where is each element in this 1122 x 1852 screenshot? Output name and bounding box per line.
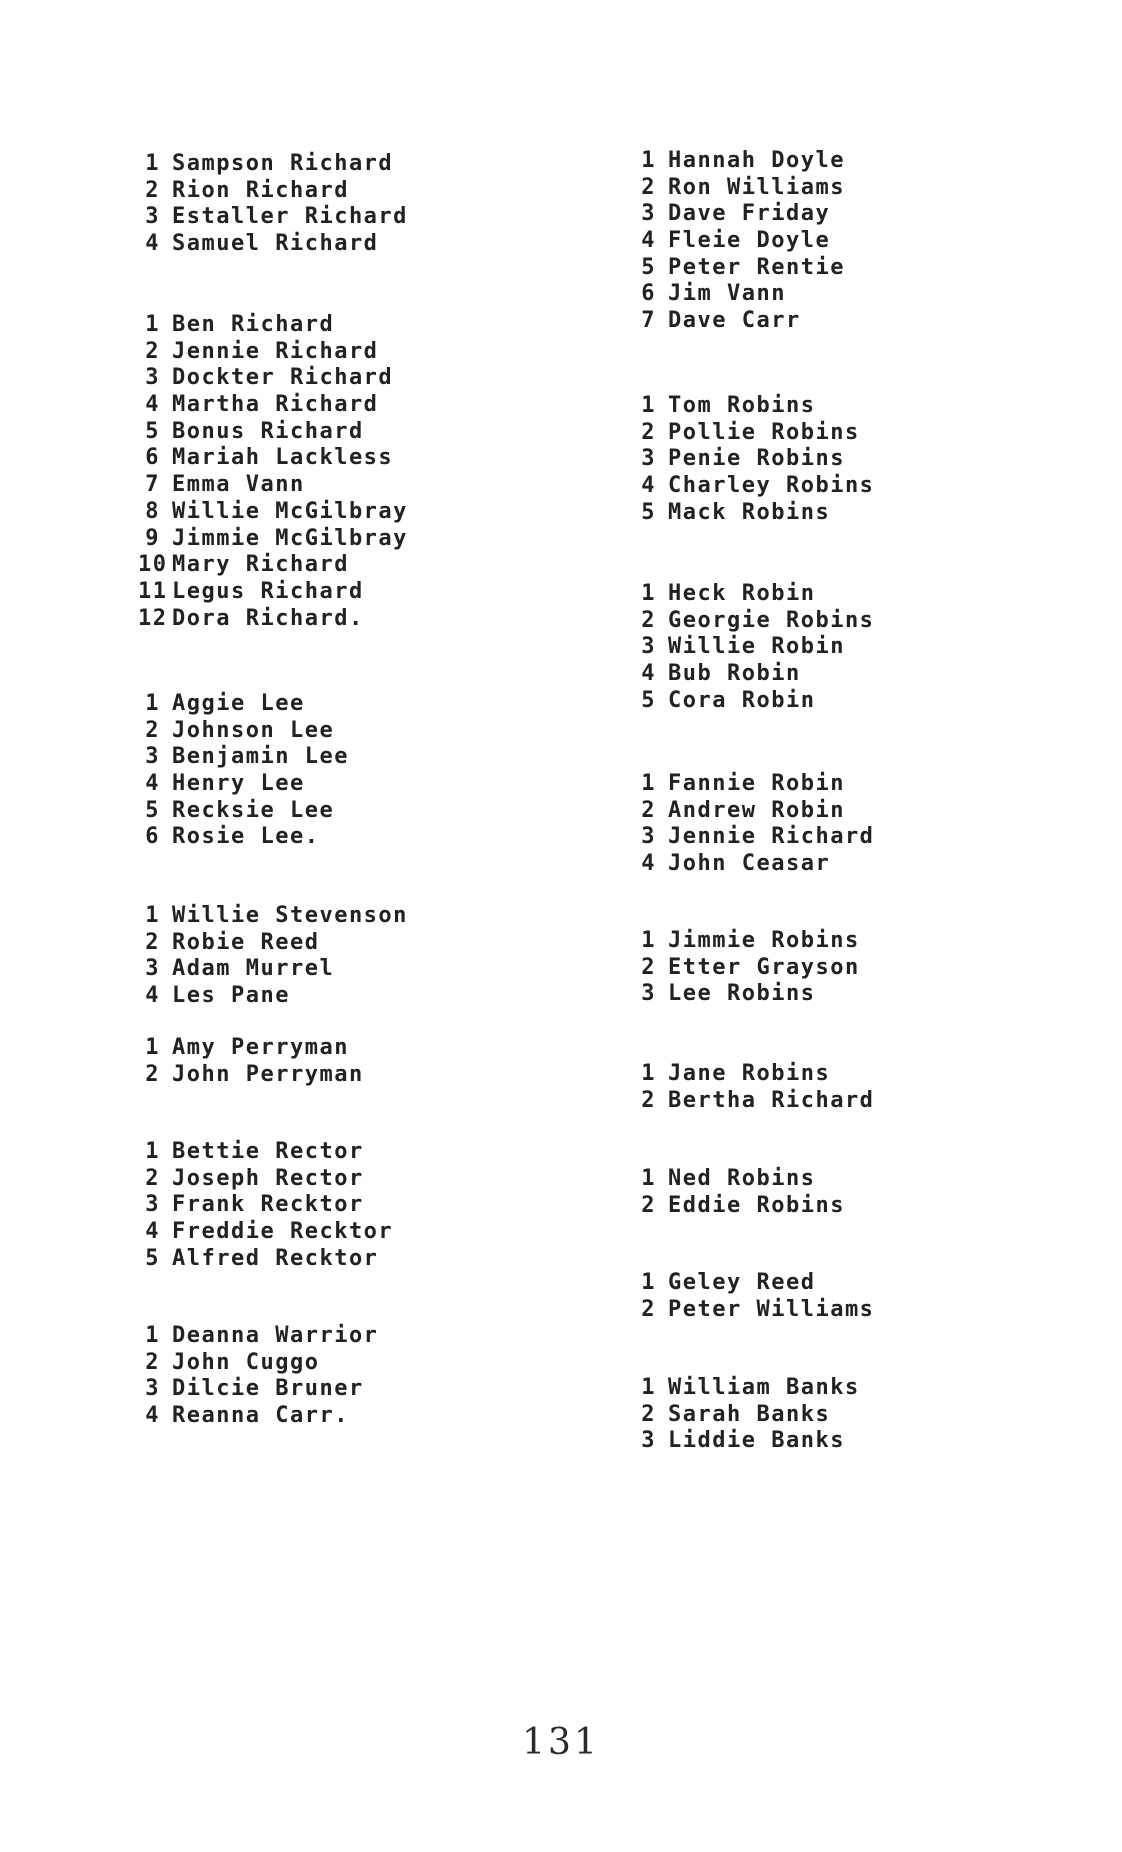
roster-entry [634,1402,1074,1429]
entry-number: 1 [641,1375,656,1400]
entry-number: 3 [145,956,160,982]
entry-name: Jimmie McGilbray [172,525,408,551]
entry-number: 2 [641,1192,656,1218]
entry-number: 1 [641,771,656,796]
roster-entry [138,151,578,178]
entry-name: Adam Murrel [172,956,335,982]
roster-entry [634,1088,1074,1115]
entry-number: 1 [641,393,656,418]
entry-number: 2 [641,1087,656,1113]
entry-number: 1 [145,691,160,716]
entry-number: 5 [145,1245,160,1271]
roster-entry [138,392,578,419]
roster-entry [138,1246,578,1273]
roster-entry [138,1035,578,1062]
entry-name: Freddie Recktor [172,1219,394,1245]
entry-name: Ned Robins [668,1166,816,1191]
entry-name: Bettie Rector [172,1139,364,1164]
entry-name: Recksie Lee [172,797,335,823]
roster-entry [634,1193,1074,1220]
roster-entry [138,231,578,258]
roster-entry [634,1297,1074,1324]
entry-name: John Perryman [172,1061,364,1087]
entry-number: 6 [145,445,160,471]
entry-number: 12 [138,605,168,631]
entry-number: 1 [641,581,656,606]
entry-number: 5 [641,499,656,525]
roster-entry [138,499,578,526]
entry-number: 2 [641,797,656,823]
roster-entry [138,1323,578,1350]
entry-name: Frank Recktor [172,1192,364,1218]
roster-entry [634,228,1074,255]
entry-number: 9 [145,525,160,551]
family-group [138,312,578,632]
entry-number: 1 [145,1323,160,1348]
family-group [634,148,1074,335]
entry-number: 2 [641,1401,656,1427]
entry-number: 5 [641,254,656,280]
roster-entry [634,308,1074,335]
entry-name: Geley Reed [668,1270,816,1295]
roster-entry [634,255,1074,282]
roster-entry [634,1061,1074,1088]
entry-name: Ron Williams [668,174,845,200]
roster-entry [138,312,578,339]
entry-number: 5 [145,418,160,444]
entry-name: Tom Robins [668,393,816,418]
roster-entry [138,445,578,472]
roster-entry [138,419,578,446]
entry-name: Dave Carr [668,308,801,334]
entry-name: Aggie Lee [172,691,305,716]
entry-name: Peter Rentie [668,254,845,280]
roster-entry [138,1219,578,1246]
roster-entry [138,798,578,825]
entry-name: Deanna Warrior [172,1323,379,1348]
entry-number: 3 [145,365,160,391]
family-group [634,1166,1074,1219]
entry-name: Mariah Lackless [172,445,394,471]
entry-number: 1 [145,1139,160,1164]
entry-number: 5 [145,797,160,823]
roster-entry [634,798,1074,825]
entry-number: 2 [145,1061,160,1087]
entry-name: Benjamin Lee [172,744,349,770]
roster-entry [634,981,1074,1008]
entry-number: 3 [145,1376,160,1402]
roster-entry [634,581,1074,608]
entry-name: Amy Perryman [172,1035,349,1060]
entry-name: Sampson Richard [172,151,394,176]
entry-number: 8 [145,498,160,524]
roster-entry [634,420,1074,447]
entry-name: Georgie Robins [668,607,875,633]
entry-name: Willie Robin [668,634,845,660]
entry-name: William Banks [668,1375,860,1400]
roster-entry [138,365,578,392]
entry-number: 3 [145,1192,160,1218]
entry-number: 4 [145,1403,160,1429]
roster-entry [138,718,578,745]
roster-entry [634,1270,1074,1297]
family-group [634,581,1074,714]
entry-name: Legus Richard [172,578,364,604]
family-group [634,393,1074,526]
entry-number: 2 [145,929,160,955]
entry-number: 1 [145,151,160,176]
roster-entry [634,771,1074,798]
roster-entry [138,771,578,798]
entry-name: Peter Williams [668,1296,875,1322]
roster-entry [138,1139,578,1166]
entry-name: Eddie Robins [668,1192,845,1218]
roster-entry [634,634,1074,661]
roster-entry [634,148,1074,175]
roster-entry [138,1062,578,1089]
roster-entry [138,903,578,930]
entry-number: 4 [641,228,656,254]
entry-name: Jane Robins [668,1061,831,1086]
entry-number: 6 [641,281,656,307]
roster-entry [634,175,1074,202]
entry-number: 2 [641,419,656,445]
entry-number: 2 [145,177,160,203]
entry-name: Dora Richard. [172,605,364,631]
entry-number: 6 [145,824,160,850]
entry-name: Bub Robin [668,661,801,687]
entry-number: 5 [641,687,656,713]
entry-name: Rion Richard [172,177,349,203]
entry-name: Lee Robins [668,981,816,1007]
family-group [138,691,578,851]
entry-name: Bertha Richard [668,1087,875,1113]
entry-number: 4 [145,771,160,797]
entry-number: 4 [145,392,160,418]
family-group [634,771,1074,878]
entry-name: Fleie Doyle [668,228,831,254]
roster-entry [138,579,578,606]
family-group [138,903,578,1010]
entry-name: Emma Vann [172,472,305,498]
entry-number: 3 [641,981,656,1007]
entry-name: Estaller Richard [172,204,408,230]
entry-name: John Cuggo [172,1349,320,1375]
entry-name: Willie McGilbray [172,498,408,524]
entry-name: Rosie Lee. [172,824,320,850]
entry-number: 1 [641,1061,656,1086]
entry-number: 1 [641,928,656,953]
roster-entry [634,281,1074,308]
family-group [634,928,1074,1008]
entry-number: 4 [145,231,160,257]
roster-entry [138,983,578,1010]
entry-name: Dockter Richard [172,365,394,391]
entry-name: Johnson Lee [172,717,335,743]
entry-name: Liddie Banks [668,1428,845,1454]
entry-number: 2 [145,1349,160,1375]
entry-number: 2 [145,338,160,364]
roster-entry [634,928,1074,955]
entry-name: Willie Stevenson [172,903,408,928]
entry-name: Mary Richard [172,552,349,578]
roster-entry [138,824,578,851]
entry-number: 7 [145,472,160,498]
entry-name: Dave Friday [668,201,831,227]
roster-entry [634,688,1074,715]
entry-number: 4 [145,983,160,1009]
entry-number: 2 [145,1165,160,1191]
roster-entry [138,1166,578,1193]
roster-entry [138,1350,578,1377]
entry-name: Jennie Richard [172,338,379,364]
roster-entry [634,446,1074,473]
family-group [138,1035,578,1088]
entry-number: 2 [641,954,656,980]
entry-name: Etter Grayson [668,954,860,980]
entry-name: Henry Lee [172,771,305,797]
entry-name: Martha Richard [172,392,379,418]
entry-number: 1 [145,312,160,337]
roster-entry [138,606,578,633]
entry-name: Jimmie Robins [668,928,860,953]
entry-number: 1 [145,1035,160,1060]
entry-number: 1 [641,1166,656,1191]
entry-name: Les Pane [172,983,290,1009]
roster-entry [138,339,578,366]
roster-entry [634,1428,1074,1455]
roster-entry [138,204,578,231]
entry-number: 1 [641,1270,656,1295]
entry-number: 4 [641,661,656,687]
roster-entry [634,393,1074,420]
roster-entry [138,552,578,579]
entry-name: Andrew Robin [668,797,845,823]
entry-name: Penie Robins [668,446,845,472]
entry-name: Reanna Carr. [172,1403,349,1429]
roster-entry [634,1375,1074,1402]
entry-number: 3 [641,201,656,227]
roster-entry [634,955,1074,982]
roster-entry [138,178,578,205]
entry-number: 4 [145,1219,160,1245]
entry-name: Ben Richard [172,312,335,337]
entry-name: Dilcie Bruner [172,1376,364,1402]
family-group [634,1375,1074,1455]
page-number: 131 [522,1722,600,1763]
entry-number: 3 [641,634,656,660]
roster-entry [634,851,1074,878]
entry-number: 3 [641,1428,656,1454]
entry-number: 2 [641,607,656,633]
entry-number: 4 [641,851,656,877]
family-group [138,151,578,258]
entry-number: 1 [145,903,160,928]
roster-entry [634,500,1074,527]
entry-name: Jim Vann [668,281,786,307]
entry-name: John Ceasar [668,851,831,877]
entry-number: 2 [641,1296,656,1322]
roster-entry [634,201,1074,228]
entry-name: Alfred Recktor [172,1245,379,1271]
entry-name: Hannah Doyle [668,148,845,173]
entry-name: Robie Reed [172,929,320,955]
roster-entry [138,472,578,499]
entry-name: Fannie Robin [668,771,845,796]
roster-entry [138,930,578,957]
entry-name: Pollie Robins [668,419,860,445]
entry-name: Cora Robin [668,687,816,713]
roster-entry [634,1166,1074,1193]
roster-entry [634,608,1074,635]
family-group [634,1061,1074,1114]
family-group [138,1139,578,1272]
entry-name: Mack Robins [668,499,831,525]
entry-name: Charley Robins [668,473,875,499]
roster-entry [634,661,1074,688]
entry-number: 2 [641,174,656,200]
roster-entry [138,956,578,983]
entry-name: Jennie Richard [668,824,875,850]
roster-entry [138,1403,578,1430]
entry-name: Joseph Rector [172,1165,364,1191]
family-group [138,1323,578,1430]
roster-entry [138,744,578,771]
entry-number: 3 [145,204,160,230]
entry-name: Heck Robin [668,581,816,606]
entry-number: 4 [641,473,656,499]
entry-number: 10 [138,552,168,578]
roster-entry [138,691,578,718]
entry-number: 3 [145,744,160,770]
roster-entry [634,473,1074,500]
entry-number: 2 [145,717,160,743]
entry-number: 3 [641,446,656,472]
entry-number: 1 [641,148,656,173]
entry-number: 3 [641,824,656,850]
entry-name: Sarah Banks [668,1401,831,1427]
entry-number: 11 [138,578,168,604]
entry-name: Samuel Richard [172,231,379,257]
entry-name: Bonus Richard [172,418,364,444]
roster-entry [634,824,1074,851]
entry-number: 7 [641,308,656,334]
family-group [634,1270,1074,1323]
roster-entry [138,526,578,553]
roster-entry [138,1376,578,1403]
roster-entry [138,1192,578,1219]
